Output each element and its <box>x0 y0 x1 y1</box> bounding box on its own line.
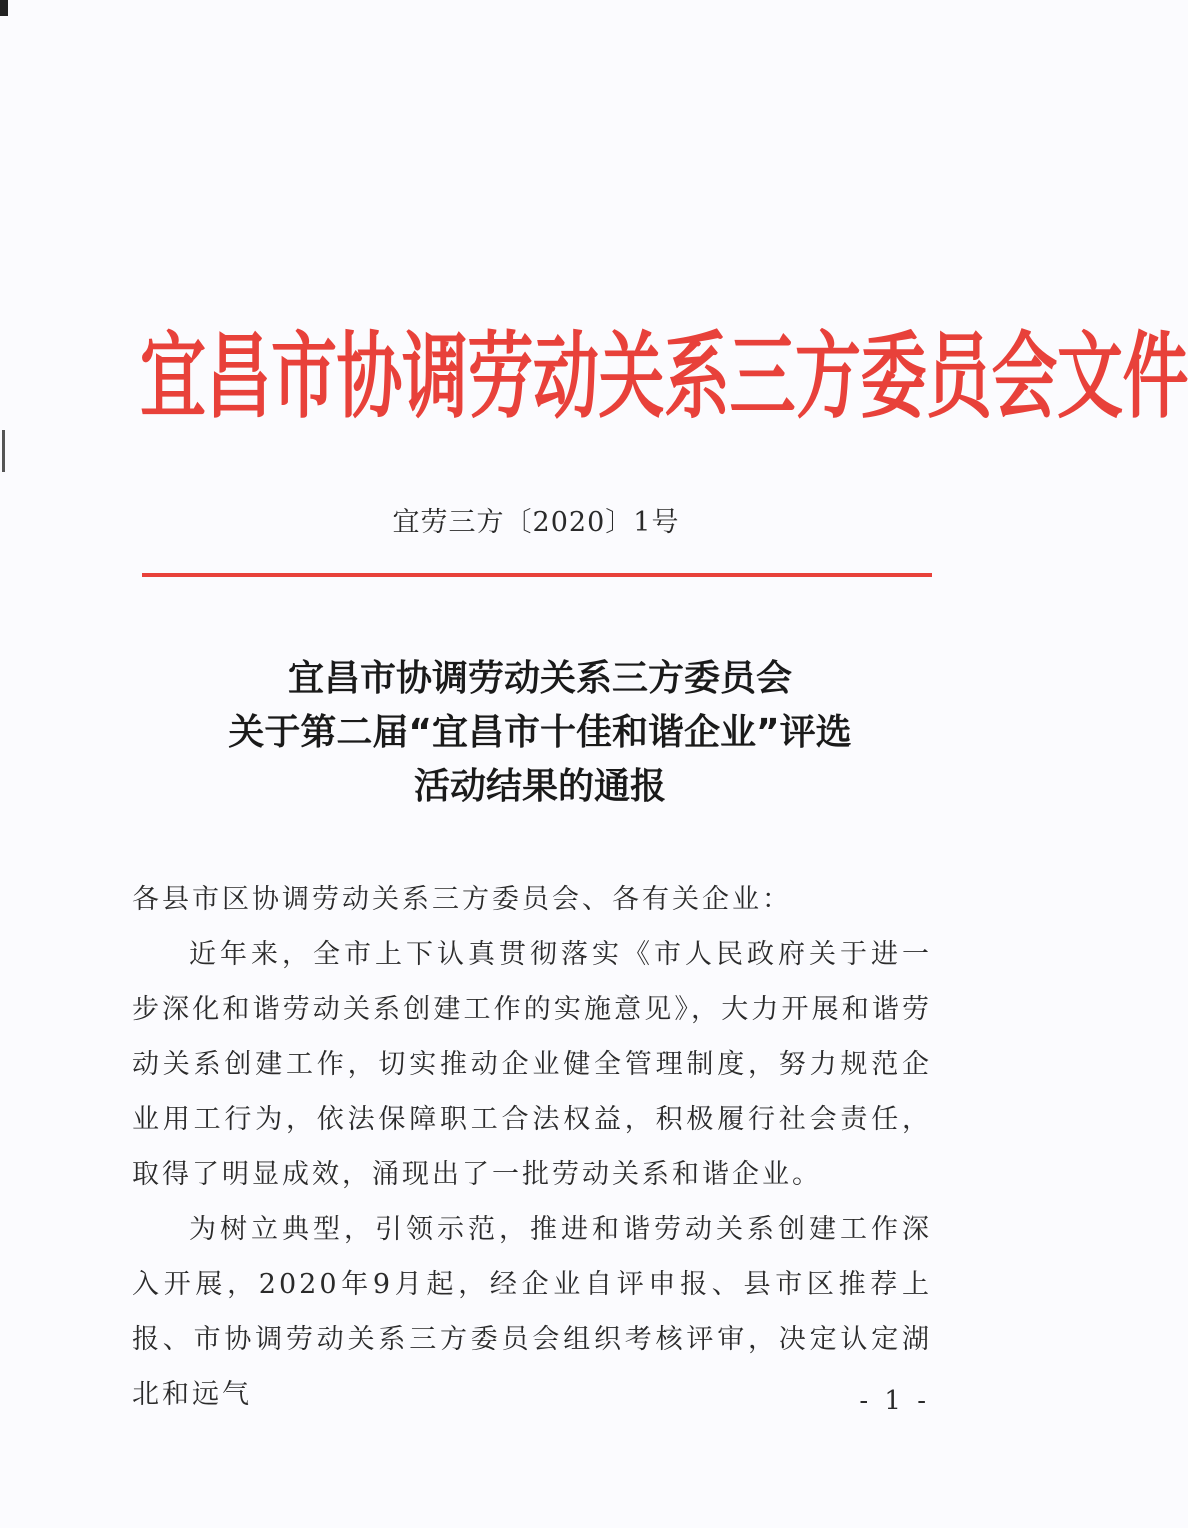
title-line-3: 活动结果的通报 <box>413 766 666 807</box>
document-title <box>120 652 960 814</box>
document-body <box>132 872 932 1422</box>
body-paragraph: 近年来，全市上下认真贯彻落实《市人民政府关于进一步深化和谐劳动关系创建工作的实施意见》，大力开展和谐劳动关系创建工作，切实推动企业健全管理制度，努力规范企业用工行为，依法保障职工合法权益，积极履行社会责任，取得了明显成效，涌现出了一批劳动关系和谐企业。 <box>132 939 932 1190</box>
page-number: - 1 - <box>859 1386 930 1416</box>
scan-corner-mark <box>0 0 8 16</box>
body-paragraph: 为树立典型，引领示范，推进和谐劳动关系创建工作深入开展，2020年9月起，经企业自评申报、县市区推荐上报、市协调劳动关系三方委员会组织考核评审，决定认定湖北和远气 <box>132 1214 932 1410</box>
issuer-red-header: 宜昌市协调劳动关系三方委员会文件 <box>140 322 1188 432</box>
document-number: 宜劳三方〔2020〕1号 <box>392 507 680 538</box>
salutation: 各县市区协调劳动关系三方委员会、各有关企业： <box>132 884 792 915</box>
red-divider-line <box>142 573 932 577</box>
title-line-1: 宜昌市协调劳动关系三方委员会 <box>287 658 792 699</box>
title-line-2: 关于第二届“宜昌市十佳和谐企业”评选 <box>228 712 852 753</box>
scan-edge-mark <box>2 430 5 472</box>
